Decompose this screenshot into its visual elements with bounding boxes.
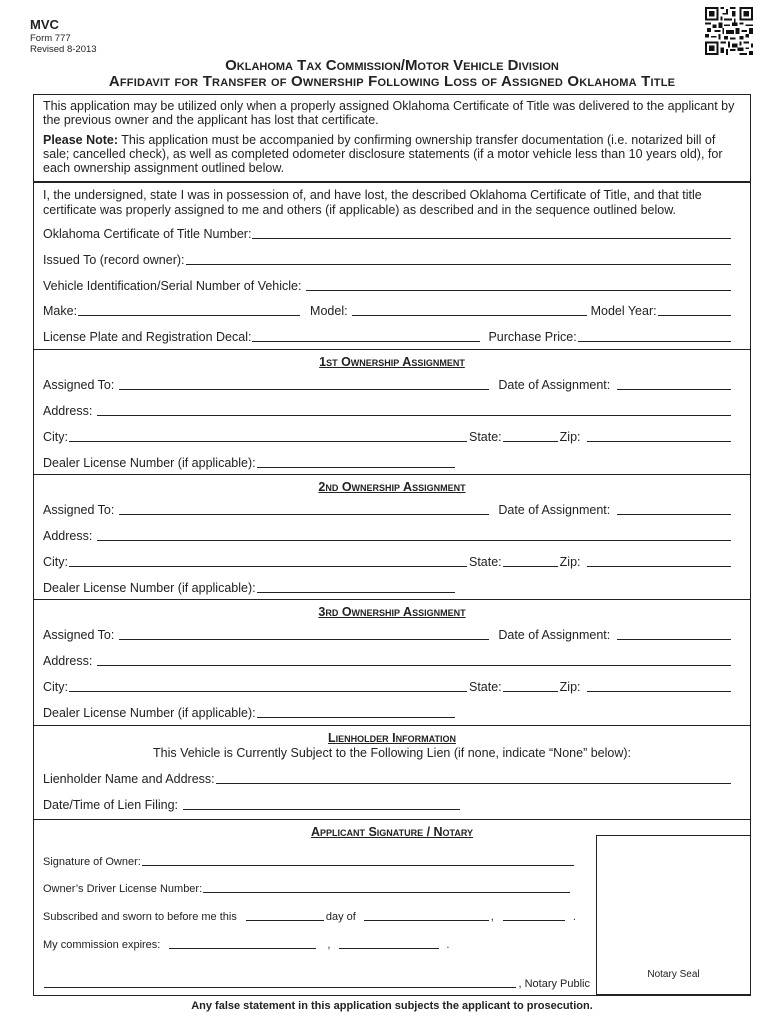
state-label: State: [469,430,502,444]
form-number: Form 777 [30,33,71,44]
assigned-to-label: Assigned To: [43,503,115,517]
date-of-assignment-field[interactable] [617,502,731,515]
model-label: Model: [310,304,348,318]
commission-year-field[interactable] [339,936,439,949]
vehicle-information-section [33,182,751,350]
purchase-price-field[interactable] [578,329,731,342]
assigned-to-field[interactable] [119,502,489,515]
city-state-zip-row [43,678,733,694]
driver-license-label: Owner’s Driver License Number: [43,883,203,895]
ownership-assignment-2 [33,474,751,600]
date-of-assignment-field[interactable] [617,627,731,640]
address-label: Address: [43,404,93,418]
dealer-license-row [43,704,733,720]
zip-field[interactable] [587,429,731,442]
driver-license-field[interactable] [203,880,570,893]
state-field[interactable] [503,554,558,567]
address-label: Address: [43,654,93,668]
issued-to-label: Issued To (record owner): [43,253,185,267]
dealer-license-row [43,454,733,470]
vin-label: Vehicle Identification/Serial Number of Vehicle: [43,279,302,293]
address-row [43,527,733,543]
notary-seal-box [596,835,751,995]
city-state-zip-row [43,428,733,444]
instructions-paragraph: This application may be utilized only when a properly assigned Oklahoma Certificate of Title was delivered to the applicant by the previous owner and the applicant has lost that certificate. [43,99,735,127]
dealer-license-label: Dealer License Number (if applicable): [43,456,256,470]
address-row [43,652,733,668]
ownership-assignment-3 [33,599,751,726]
form-title: Affidavit for Transfer of Ownership Following Loss of Assigned Oklahoma Title [108,73,676,90]
address-row [43,402,733,418]
dealer-license-field[interactable] [257,580,455,593]
make-model-row [43,302,733,318]
license-plate-label: License Plate and Registration Decal: [43,330,252,344]
commission-date-field[interactable] [169,936,316,949]
sworn-day-field[interactable] [246,908,324,921]
address-label: Address: [43,529,93,543]
assigned-to-row [43,376,733,392]
assigned-to-row [43,626,733,642]
date-of-assignment-label: Date of Assignment: [498,378,611,392]
zip-field[interactable] [587,679,731,692]
city-label: City: [43,430,68,444]
notary-seal-label: Notary Seal [647,969,700,980]
model-year-label: Model Year: [590,304,657,318]
lienholder-heading: Lienholder Information [328,731,456,745]
revision-date: Revised 8-2013 [30,44,97,55]
sworn-month-field[interactable] [364,908,489,921]
issued-to-field[interactable] [186,252,732,265]
city-label: City: [43,555,68,569]
notary-heading: Applicant Signature / Notary [310,825,474,839]
zip-label: Zip: [559,430,581,444]
dealer-license-row [43,579,733,595]
assigned-to-label: Assigned To: [43,378,115,392]
assignment-3-heading: 3rd Ownership Assignment [318,605,466,619]
please-note-label: Please Note: [43,133,119,147]
notary-public-label: , Notary Public [518,978,590,990]
date-of-assignment-label: Date of Assignment: [498,628,611,642]
lien-date-label: Date/Time of Lien Filing: [43,798,179,812]
sworn-row [43,907,590,923]
make-label: Make: [43,304,78,318]
owner-signature-label: Signature of Owner: [43,856,141,868]
city-field[interactable] [69,554,467,567]
license-plate-field[interactable] [252,329,480,342]
assigned-to-field[interactable] [119,627,489,640]
assignment-1-heading: 1st Ownership Assignment [319,355,465,369]
lien-date-field[interactable] [183,797,460,810]
ownership-statement: I, the undersigned, state I was in possession of, and have lost, the described Oklahoma Certificate of Title, and that title certificate was properly assigned to me and others (if applicable) as described and in the sequence outlined below. [43,188,702,217]
dealer-license-label: Dealer License Number (if applicable): [43,581,256,595]
day-of-label: day of [325,911,356,923]
legal-warning: Any false statement in this application subjects the applicant to prosecution. [191,1000,593,1012]
sworn-comma: , [490,911,494,923]
issued-to-row [43,251,733,267]
date-of-assignment-label: Date of Assignment: [498,503,611,517]
dealer-license-label: Dealer License Number (if applicable): [43,706,256,720]
make-field[interactable] [78,303,300,316]
dealer-license-field[interactable] [257,455,455,468]
driver-license-row [43,879,590,895]
lienholder-name-label: Lienholder Name and Address: [43,772,215,786]
zip-label: Zip: [559,680,581,694]
sworn-year-field[interactable] [503,908,565,921]
assigned-to-row [43,501,733,517]
sworn-label: Subscribed and sworn to before me this [43,911,237,923]
city-state-zip-row [43,553,733,569]
zip-field[interactable] [587,554,731,567]
lienholder-name-row [43,770,733,786]
qr-code-icon [705,7,753,55]
date-of-assignment-field[interactable] [617,377,731,390]
city-field[interactable] [69,429,467,442]
city-label: City: [43,680,68,694]
address-field[interactable] [97,653,731,666]
agency-code: MVC [30,17,59,32]
plate-price-row [43,328,733,344]
lienholder-section [33,725,751,820]
commission-label: My commission expires: [43,939,161,951]
lienholder-instructions: This Vehicle is Currently Subject to the Following Lien (if none, indicate “None” below): [152,746,631,760]
lien-date-row [43,796,733,812]
please-note-text: This application must be accompanied by confirming ownership transfer documentation (i.e. notarized bill of sale; cancelled check), as well as completed odometer disclosure statements (if a motor vehicle less than 10 years old), for each ownership assignment outlined below. [43,133,723,175]
dealer-license-field[interactable] [257,705,455,718]
commission-row [43,935,590,951]
state-label: State: [469,680,502,694]
form-title-agency: Oklahoma Tax Commission/Motor Vehicle Division [225,57,559,74]
model-field[interactable] [352,303,587,316]
state-label: State: [469,555,502,569]
state-field[interactable] [503,429,558,442]
vin-row [43,277,733,293]
zip-label: Zip: [559,555,581,569]
vin-field[interactable] [306,278,731,291]
assigned-to-label: Assigned To: [43,628,115,642]
instructions-box [33,94,751,182]
form-info [30,33,97,55]
city-field[interactable] [69,679,467,692]
title-number-label: Oklahoma Certificate of Title Number: [43,227,252,241]
address-field[interactable] [97,403,731,416]
title-number-row [43,225,733,241]
commission-period: . [446,939,450,951]
state-field[interactable] [503,679,558,692]
please-note-paragraph [43,133,741,175]
title-number-field[interactable] [252,226,731,239]
model-year-field[interactable] [658,303,731,316]
assigned-to-field[interactable] [119,377,489,390]
commission-comma: , [327,939,331,951]
notary-public-signature-field[interactable] [44,975,516,988]
sworn-period: . [572,911,576,923]
purchase-price-label: Purchase Price: [488,330,577,344]
address-field[interactable] [97,528,731,541]
ownership-assignment-1 [33,349,751,475]
owner-signature-field[interactable] [142,853,574,866]
assignment-2-heading: 2nd Ownership Assignment [318,480,466,494]
lienholder-name-field[interactable] [216,771,731,784]
owner-signature-row [43,852,590,868]
notary-public-row [43,974,590,990]
